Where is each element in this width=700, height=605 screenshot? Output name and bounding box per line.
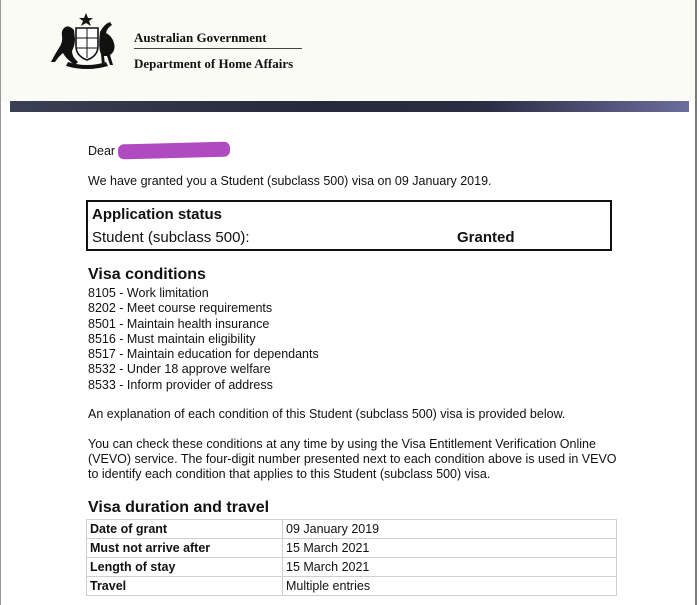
department-name: Department of Home Affairs [134, 56, 294, 71]
government-name: Australian Government [134, 30, 267, 45]
conditions-explanation: An explanation of each condition of this Student (subclass 500) visa is provided below. [88, 407, 566, 421]
condition-item: 8532 - Under 18 approve welfare [88, 362, 271, 377]
row-label: Travel [87, 577, 283, 596]
condition-item: 8516 - Must maintain eligibility [88, 331, 256, 346]
condition-item: 8533 - Inform provider of address [88, 377, 273, 392]
duration-table [86, 519, 617, 596]
status-value: Granted [457, 229, 515, 246]
conditions-list [88, 286, 319, 393]
vevo-paragraph: You can check these conditions at any time by using the Visa Entitlement Verification Online (VEVO) service. The four-digit number presented next to each condition above is used in VEVO to identify each condition that applies to this Student (subclass 500) visa. [88, 437, 617, 481]
letterhead-divider [134, 48, 302, 49]
status-label: Student (subclass 500): [92, 229, 250, 246]
table-row [87, 520, 617, 539]
application-status-box [86, 200, 612, 251]
table-row [87, 558, 617, 577]
row-value: 15 March 2021 [283, 539, 617, 558]
row-value: Multiple entries [283, 577, 617, 596]
header-band [10, 101, 689, 112]
condition-item: 8202 - Meet course requirements [88, 301, 273, 316]
row-label: Date of grant [87, 520, 283, 539]
coat-of-arms-icon [48, 12, 126, 70]
row-label: Length of stay [87, 558, 283, 577]
condition-item: 8517 - Maintain education for dependants [88, 347, 319, 362]
condition-item: 8105 - Work limitation [88, 286, 209, 300]
conditions-title: Visa conditions [88, 266, 206, 283]
condition-item: 8501 - Maintain health insurance [88, 316, 270, 331]
table-row [87, 577, 617, 596]
table-row [87, 539, 617, 558]
grant-statement: We have granted you a Student (subclass 500) visa on 09 January 2019. [88, 174, 492, 188]
row-value: 15 March 2021 [283, 558, 617, 577]
redacted-name [118, 142, 230, 160]
salutation: Dear [88, 144, 116, 158]
row-value: 09 January 2019 [283, 520, 617, 539]
duration-title: Visa duration and travel [88, 499, 270, 516]
row-label: Must not arrive after [87, 539, 283, 558]
letterhead [0, 0, 697, 101]
status-title: Application status [92, 206, 223, 223]
